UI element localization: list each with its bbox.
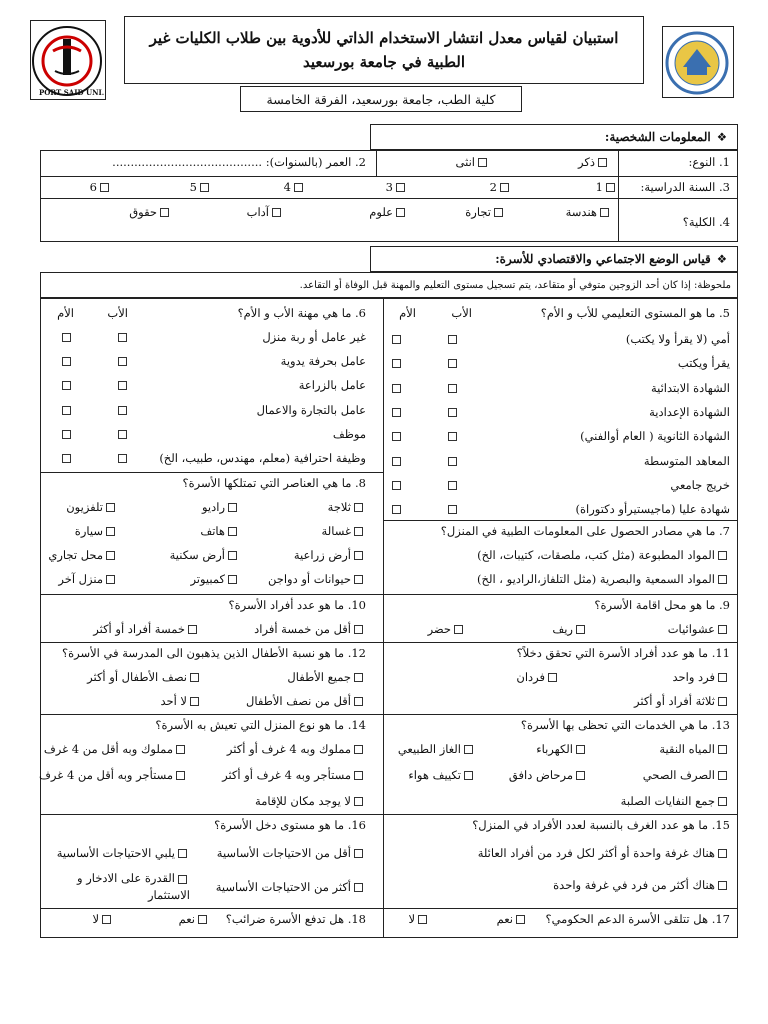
q8-option[interactable] — [75, 524, 118, 538]
option-label: مستأجر وبه 4 غرف أو أكثر — [222, 768, 351, 782]
option-label: ثلاثة أفراد أو أكثر — [634, 694, 715, 708]
option-label: المياه النقية — [659, 742, 715, 756]
option-label: ثلاجة — [327, 500, 351, 514]
checkbox[interactable] — [718, 771, 727, 780]
q5-father-header: الأب — [451, 306, 472, 320]
q6-father-header: الأب — [107, 306, 128, 320]
option-label: أرض سكنية — [169, 548, 225, 562]
q1-label: 1. النوع: — [688, 155, 730, 169]
checkbox[interactable] — [600, 208, 609, 217]
option-label: منزل آخر — [58, 572, 103, 586]
q7-option[interactable] — [477, 548, 730, 562]
q5-item: الشهادة الثانوية ( العام أوالفني) — [580, 429, 730, 444]
q13-option[interactable] — [509, 768, 588, 782]
checkbox[interactable] — [606, 183, 615, 192]
year-label: 1 — [595, 180, 603, 194]
q12-label: 12. ما هو نسبة الأطفال الذين يذهبون الى المدرسة في الأسرة؟ — [61, 646, 366, 660]
q6-item: عامل بحرفة يدوية — [280, 354, 366, 369]
divider — [40, 714, 738, 715]
checkbox[interactable] — [118, 357, 127, 366]
checkbox[interactable] — [228, 527, 237, 536]
option-label: أقل من الاحتياجات الأساسية — [216, 846, 351, 860]
checkbox[interactable] — [62, 430, 71, 439]
option-label: الغاز الطبيعي — [397, 742, 461, 756]
university-seal-icon — [661, 27, 733, 99]
checkbox[interactable] — [106, 575, 115, 584]
divider — [40, 908, 738, 909]
checkbox-male[interactable] — [598, 158, 607, 167]
divider — [384, 520, 738, 521]
q6-item: عامل بالزراعة — [298, 378, 366, 393]
checkbox[interactable] — [228, 503, 237, 512]
checkbox[interactable] — [354, 849, 363, 858]
option-label: القدرة على الادخار و الاستثمار — [77, 871, 190, 902]
checkbox[interactable] — [718, 745, 727, 754]
checkbox[interactable] — [448, 481, 457, 490]
ses-questions-box — [40, 298, 738, 938]
q11-option[interactable] — [516, 670, 560, 684]
checkbox[interactable] — [62, 454, 71, 463]
q14-option[interactable] — [227, 742, 366, 756]
q10-label: 10. ما هو عدد أفراد الأسرة؟ — [228, 598, 366, 612]
q5-item: الشهادة الابتدائية — [650, 380, 730, 395]
q11-option[interactable] — [634, 694, 730, 708]
checkbox[interactable] — [392, 359, 401, 368]
q5-item: الشهادة الإعدادية — [649, 404, 730, 419]
q13-option[interactable] — [398, 742, 476, 756]
checkbox[interactable] — [718, 881, 727, 890]
checkbox[interactable] — [718, 625, 727, 634]
q10-option[interactable] — [93, 622, 200, 636]
checkbox-female[interactable] — [478, 158, 487, 167]
title-box — [124, 16, 644, 84]
option-label: المواد السمعية والبصرية (مثل التلفاز،الراديو ، الخ) — [477, 572, 715, 586]
checkbox[interactable] — [228, 575, 237, 584]
year-option-1[interactable] — [596, 180, 618, 194]
q16-option[interactable] — [216, 880, 366, 894]
q13-option[interactable] — [408, 768, 476, 782]
option-label: الكهرباء — [536, 742, 573, 756]
q4-label: 4. الكلية؟ — [682, 215, 730, 229]
checkbox[interactable] — [396, 183, 405, 192]
checkbox[interactable] — [354, 527, 363, 536]
ses-note: ملحوظة: إذا كان أحد الزوجين متوفي أو متقاعد، يتم تسجيل مستوى التعليم والمهنة قبل الوفاة أو التقاعد. — [299, 279, 731, 291]
option-label: مرحاض دافق — [508, 768, 573, 782]
q16-option[interactable] — [217, 846, 366, 860]
q7-label: 7. ما هي مصادر الحصول على المعلومات الطبية في المنزل؟ — [440, 524, 730, 538]
checkbox[interactable] — [392, 335, 401, 344]
college-option[interactable] — [247, 205, 284, 219]
option-label: نعم — [496, 912, 513, 926]
q9-option[interactable] — [668, 622, 730, 636]
divider — [40, 472, 383, 473]
q5-item: أمي (لا يقرأ ولا يكتب) — [625, 332, 730, 346]
option-label: مستأجر وبه أقل من 4 غرف — [39, 768, 173, 782]
option-label: فرد واحد — [672, 670, 715, 684]
q13-label: 13. ما هي الخدمات التي تحظى بها الأسرة؟ — [520, 718, 730, 732]
college-option[interactable] — [129, 205, 172, 219]
q8-option[interactable] — [322, 524, 366, 538]
page-title-line1: استبيان لقياس معدل انتشار الاستخدام الذاتي للأدوية بين طلاب الكليات غير — [149, 29, 619, 47]
checkbox[interactable] — [62, 381, 71, 390]
option-label: هاتف — [200, 524, 225, 538]
option-label: عشوائيات — [667, 622, 715, 636]
year-option-5[interactable] — [190, 180, 212, 194]
q8-option[interactable] — [58, 572, 118, 586]
checkbox[interactable] — [494, 208, 503, 217]
checkbox[interactable] — [102, 915, 111, 924]
q5-item: شهادة عليا (ماجيستيرأو دكتوراة) — [575, 502, 730, 517]
checkbox[interactable] — [176, 771, 185, 780]
checkbox[interactable] — [516, 915, 525, 924]
checkbox[interactable] — [118, 430, 127, 439]
q16-option[interactable] — [57, 846, 190, 860]
checkbox[interactable] — [718, 697, 727, 706]
option-label: المواد المطبوعة (مثل كتب، ملصقات، كتيبات، الخ) — [477, 548, 715, 562]
checkbox[interactable] — [106, 527, 115, 536]
option-label: أرض زراعية — [293, 548, 351, 562]
college-option[interactable] — [465, 205, 506, 219]
diamond-bullet-icon: ❖ — [716, 252, 727, 266]
q5-label: 5. ما هو المستوى التعليمي للأب و الأم؟ — [540, 306, 730, 320]
q3-label: 3. السنة الدراسية: — [640, 180, 730, 194]
checkbox[interactable] — [228, 551, 237, 560]
college-label: هندسة — [565, 205, 597, 219]
option-label: لا يوجد مكان للإقامة — [255, 794, 351, 808]
checkbox[interactable] — [392, 505, 401, 514]
divider — [40, 814, 738, 815]
checkbox[interactable] — [448, 359, 457, 368]
q14-label: 14. ما هو نوع المنزل التي تعيش به الأسرة؟ — [155, 718, 366, 732]
checkbox[interactable] — [500, 183, 509, 192]
checkbox[interactable] — [576, 625, 585, 634]
q13-option[interactable] — [643, 768, 730, 782]
option-label: أقل من خمسة أفراد — [254, 622, 351, 636]
checkbox[interactable] — [62, 357, 71, 366]
option-label: نعم — [178, 912, 195, 926]
checkbox[interactable] — [294, 183, 303, 192]
q18-yes[interactable] — [179, 912, 210, 926]
option-label: راديو — [201, 500, 225, 514]
q12-option[interactable] — [87, 670, 202, 684]
option-label: غسالة — [321, 524, 351, 538]
q8-option[interactable] — [200, 524, 240, 538]
option-label: محل تجاري — [48, 548, 103, 562]
year-option-4[interactable] — [284, 180, 306, 194]
checkbox[interactable] — [178, 875, 187, 884]
college-label: علوم — [369, 205, 393, 219]
q5-item: يقرأ ويكتب — [677, 356, 730, 371]
diamond-bullet-icon: ❖ — [716, 130, 727, 144]
checkbox[interactable] — [392, 384, 401, 393]
checkbox[interactable] — [448, 505, 457, 514]
option-label: يلبي الاحتياجات الأساسية — [56, 846, 175, 860]
checkbox[interactable] — [272, 208, 281, 217]
checkbox[interactable] — [118, 454, 127, 463]
checkbox[interactable] — [576, 771, 585, 780]
q12-option[interactable] — [160, 694, 202, 708]
checkbox[interactable] — [200, 183, 209, 192]
checkbox[interactable] — [454, 625, 463, 634]
q8-option[interactable] — [48, 548, 118, 562]
q12-option[interactable] — [246, 694, 366, 708]
q13-option[interactable] — [659, 742, 730, 756]
q8-option[interactable] — [66, 500, 118, 514]
checkbox[interactable] — [354, 745, 363, 754]
q8-option[interactable] — [328, 500, 366, 514]
checkbox[interactable] — [354, 551, 363, 560]
checkbox[interactable] — [448, 384, 457, 393]
q9-label: 9. ما هو محل اقامة الأسرة؟ — [594, 598, 730, 612]
year-option-6[interactable] — [90, 180, 112, 194]
year-option-2[interactable] — [490, 180, 512, 194]
option-label: لا — [92, 912, 99, 926]
checkbox[interactable] — [354, 673, 363, 682]
option-label: أكثر من الاحتياجات الأساسية — [215, 880, 351, 894]
option-label: تكييف هواء — [408, 768, 461, 782]
checkbox[interactable] — [718, 673, 727, 682]
q17-yes[interactable] — [497, 912, 528, 926]
checkbox[interactable] — [718, 551, 727, 560]
option-label: خمسة أفراد أو أكثر — [93, 622, 185, 636]
university-logo — [662, 26, 734, 98]
checkbox[interactable] — [548, 673, 557, 682]
checkbox[interactable] — [396, 208, 405, 217]
q6-label: 6. ما هي مهنة الأب و الأم؟ — [237, 306, 366, 320]
q11-label: 11. ما هو عدد أفراد الأسرة التي تحقق دخلاً؟ — [516, 646, 730, 660]
ses-section-header — [370, 246, 738, 272]
checkbox[interactable] — [418, 915, 427, 924]
checkbox[interactable] — [62, 406, 71, 415]
q8-option[interactable] — [294, 548, 366, 562]
checkbox[interactable] — [176, 745, 185, 754]
subtitle: كلية الطب، جامعة بورسعيد، الفرقة الخامسة — [266, 91, 496, 107]
q9-option[interactable] — [428, 622, 466, 636]
q13-option[interactable] — [536, 742, 588, 756]
checkbox[interactable] — [464, 745, 473, 754]
q5-item: المعاهد المتوسطة — [643, 453, 730, 468]
q16-option[interactable] — [40, 870, 190, 904]
year-label: 3 — [385, 180, 393, 194]
college-label: آداب — [246, 205, 269, 219]
q14-option[interactable] — [39, 768, 188, 782]
faculty-logo-text: PORT SAID UNI. — [39, 88, 105, 97]
q6-item: وظيفة احترافية (معلم، مهندس، طبيب، الخ) — [159, 451, 366, 465]
q14-option[interactable] — [222, 768, 366, 782]
q8-option[interactable] — [170, 548, 240, 562]
checkbox[interactable] — [354, 625, 363, 634]
checkbox[interactable] — [100, 183, 109, 192]
page-title-line2: الطبية في جامعة بورسعيد — [303, 53, 466, 71]
checkbox[interactable] — [448, 432, 457, 441]
q17-label: 17. هل تتلقى الأسرة الدعم الحكومي؟ — [545, 912, 730, 926]
q18-label: 18. هل تدفع الأسرة ضرائب؟ — [225, 912, 366, 926]
checkbox[interactable] — [118, 381, 127, 390]
q6-mother-header: الأم — [57, 306, 74, 320]
option-label: كمبيوتر — [190, 572, 225, 586]
personal-title: المعلومات الشخصية: — [604, 130, 711, 144]
year-label: 5 — [189, 180, 197, 194]
q15-option[interactable] — [478, 846, 730, 860]
q1-female-option[interactable]: انثى — [456, 155, 490, 169]
option-label: فردان — [516, 670, 545, 684]
checkbox[interactable] — [392, 432, 401, 441]
option-label: سيارة — [74, 524, 103, 538]
personal-section-header — [370, 124, 738, 150]
checkbox[interactable] — [118, 406, 127, 415]
checkbox[interactable] — [448, 457, 457, 466]
option-label: الصرف الصحي — [642, 768, 715, 782]
ses-title: قياس الوضع الاجتماعي والاقتصادي للأسرة: — [495, 252, 711, 266]
checkbox[interactable] — [718, 849, 727, 858]
checkbox[interactable] — [392, 408, 401, 417]
checkbox[interactable] — [188, 625, 197, 634]
faculty-logo — [30, 20, 106, 100]
checkbox[interactable] — [106, 551, 115, 560]
ses-note-box — [40, 272, 738, 298]
divider — [40, 594, 738, 595]
option-label: حضر — [427, 622, 451, 636]
q5-item: خريج جامعي — [670, 477, 730, 492]
option-label: ريف — [552, 622, 573, 636]
q6-item: غير عامل أو ربة منزل — [262, 330, 366, 344]
checkbox[interactable] — [354, 503, 363, 512]
checkbox[interactable] — [718, 797, 727, 806]
checkbox[interactable] — [354, 771, 363, 780]
year-label: 4 — [283, 180, 291, 194]
checkbox[interactable] — [62, 333, 71, 342]
subtitle-box — [240, 86, 522, 112]
option-label: مملوك وبه 4 غرف أو أكثر — [226, 742, 351, 756]
q1-male-option[interactable]: ذكر — [578, 155, 610, 169]
option-label: تلفزيون — [66, 500, 103, 514]
option-label: جمع النفايات الصلبة — [620, 794, 715, 808]
option-label: هناك غرفة واحدة أو أكثر لكل فرد من أفراد العائلة — [477, 846, 715, 860]
checkbox[interactable] — [190, 697, 199, 706]
option-label: مملوك وبه أقل من 4 غرف — [43, 742, 173, 756]
q14-option[interactable] — [44, 742, 188, 756]
year-label: 2 — [489, 180, 497, 194]
q10-option[interactable] — [254, 622, 366, 636]
year-label: 6 — [89, 180, 97, 194]
q16-label: 16. ما هو مستوى دخل الأسرة؟ — [214, 818, 366, 832]
checkbox[interactable] — [354, 575, 363, 584]
q9-option[interactable] — [552, 622, 588, 636]
divider — [40, 642, 738, 643]
option-label: لا أحد — [160, 694, 187, 708]
q8-option[interactable] — [190, 572, 240, 586]
option-label: أقل من نصف الأطفال — [246, 694, 351, 708]
checkbox[interactable] — [118, 333, 127, 342]
q6-item: عامل بالتجارة والاعمال — [256, 402, 366, 417]
q13-option[interactable] — [621, 794, 730, 808]
checkbox[interactable] — [464, 771, 473, 780]
option-label: جميع الأطفال — [287, 670, 351, 684]
q12-option[interactable] — [287, 670, 366, 684]
checkbox[interactable] — [448, 408, 457, 417]
q15-option[interactable] — [553, 878, 730, 892]
checkbox[interactable] — [576, 745, 585, 754]
year-option-3[interactable] — [386, 180, 408, 194]
q8-option[interactable] — [202, 500, 240, 514]
q8-option[interactable] — [268, 572, 366, 586]
q15-label: 15. ما هو عدد الغرف بالنسبة لعدد الأفراد في المنزل؟ — [472, 818, 730, 832]
option-label: نصف الأطفال أو أكثر — [87, 670, 187, 684]
checkbox[interactable] — [448, 335, 457, 344]
checkbox[interactable] — [354, 697, 363, 706]
q5-mother-header: الأم — [399, 306, 416, 320]
college-label: حقوق — [129, 205, 157, 219]
checkbox[interactable] — [392, 481, 401, 490]
checkbox[interactable] — [160, 208, 169, 217]
checkbox[interactable] — [106, 503, 115, 512]
option-label: لا — [408, 912, 415, 926]
college-option[interactable] — [566, 205, 612, 219]
q17-no[interactable] — [408, 912, 430, 926]
checkbox[interactable] — [198, 915, 207, 924]
q8-label: 8. ما هي العناصر التي تمتلكها الأسرة؟ — [182, 476, 366, 490]
option-label: هناك أكثر من فرد في غرفة واحدة — [553, 878, 715, 892]
option-label: حيوانات أو دواجن — [267, 572, 351, 586]
checkbox[interactable] — [190, 673, 199, 682]
checkbox[interactable] — [354, 883, 363, 892]
checkbox[interactable] — [178, 849, 187, 858]
q11-option[interactable] — [672, 670, 730, 684]
q14-option[interactable] — [255, 794, 366, 808]
q7-option[interactable] — [477, 572, 730, 586]
checkbox[interactable] — [354, 797, 363, 806]
college-label: تجارة — [465, 205, 491, 219]
q2-age-field[interactable]: 2. العمر (بالسنوات): ......................................... — [112, 155, 366, 169]
college-option[interactable] — [369, 205, 408, 219]
checkbox[interactable] — [718, 575, 727, 584]
q6-item: موظف — [332, 426, 366, 441]
checkbox[interactable] — [392, 457, 401, 466]
q18-no[interactable] — [92, 912, 114, 926]
